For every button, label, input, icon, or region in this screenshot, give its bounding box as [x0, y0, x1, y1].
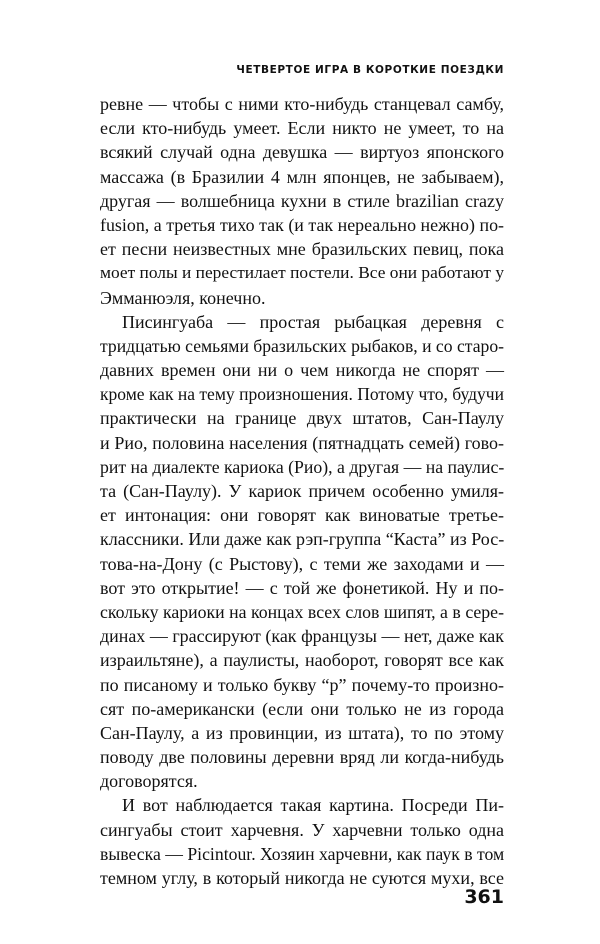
text-line: если кто-нибудь умеет. Если никто не умеет, то на — [100, 118, 504, 139]
text-line: динах — грассируют (как французы — нет, даже как — [100, 626, 504, 647]
text-line: скольку кариоки на концах всех слов шипят, а в сере- — [100, 601, 504, 622]
text-line: И вот наблюдается такая картина. Посреди Пи- — [122, 795, 504, 816]
text-line: моет полы и перестилает постели. Все они работают у — [100, 263, 504, 283]
text-line: ет интонация: они говорят как виноватые третье- — [100, 505, 504, 526]
text-line: по писаному и только букву “р” почему-то произно- — [100, 674, 504, 695]
text-line: израильтяне), а паулисты, наоборот, говорят все как — [100, 650, 504, 671]
text-line: fusion, а третья тихо так (и так нереально нежно) по- — [100, 214, 504, 235]
text-line: вывеска — Picintour. Хозяин харчевни, как паук в том — [100, 843, 505, 864]
text-line: рит на диалекте кариока (Рио), а другая — на паулис- — [100, 456, 505, 477]
body-text — [100, 92, 504, 890]
text-line: тридцатью семьями бразильских рыбаков, и со старо- — [100, 335, 504, 356]
text-line: кроме как на тему произношения. Потому что, будучи — [100, 384, 504, 405]
text-line: другая — волшебница кухни в стиле brazilian crazy — [100, 190, 504, 211]
text-line: та (Сан-Паулу). У кариок причем особенно умиля- — [100, 481, 504, 501]
page-number: 361 — [464, 886, 504, 908]
text-line: практически на границе двух штатов, Сан-Паулу — [100, 408, 504, 429]
text-line: и Рио, половина населения (пятнадцать семей) гово- — [100, 432, 504, 453]
running-head-title: ИГРА В КОРОТКИЕ ПОЕЗДКИ — [315, 64, 504, 76]
text-line: вот это открытие! — с той же фонетикой. Ну и по- — [100, 577, 504, 598]
text-line: темном углу, в который никогда не суются мухи, все — [100, 868, 504, 888]
text-line: массажа (в Бразилии 4 млн японцев, не забываем), — [100, 166, 504, 187]
text-line: классники. Или даже как рэп-группа “Каста” из Рос- — [100, 529, 505, 550]
text-line: това-на-Дону (с Рыстову), с теми же заходами и — — [100, 553, 504, 574]
running-head — [236, 64, 504, 76]
text-line: поводу две половины деревни вряд ли когда-нибудь — [100, 747, 504, 768]
text-line: Сан-Паулу, а из провинции, из штата), то по этому — [100, 722, 504, 743]
running-head-chapter: ЧЕТВЕРТОЕ — [236, 64, 311, 76]
text-line: Писингуаба — простая рыбацкая деревня с — [122, 311, 504, 332]
text-line: Эмманюэля, конечно. — [100, 287, 266, 308]
text-line: всякий случай одна девушка — виртуоз японского — [100, 142, 504, 163]
text-line: ревне — чтобы с ними кто-нибудь станцевал самбу, — [100, 94, 504, 114]
text-line: ет песни неизвестных мне бразильских певиц, пока — [100, 239, 504, 260]
text-line: давних времен они ни о чем никогда не спорят — — [100, 360, 504, 381]
text-line: сят по-американски (если они только не из города — [100, 698, 504, 719]
text-line: договорятся. — [100, 771, 198, 792]
text-line: сингуабы стоит харчевня. У харчевни только одна — [100, 819, 504, 840]
